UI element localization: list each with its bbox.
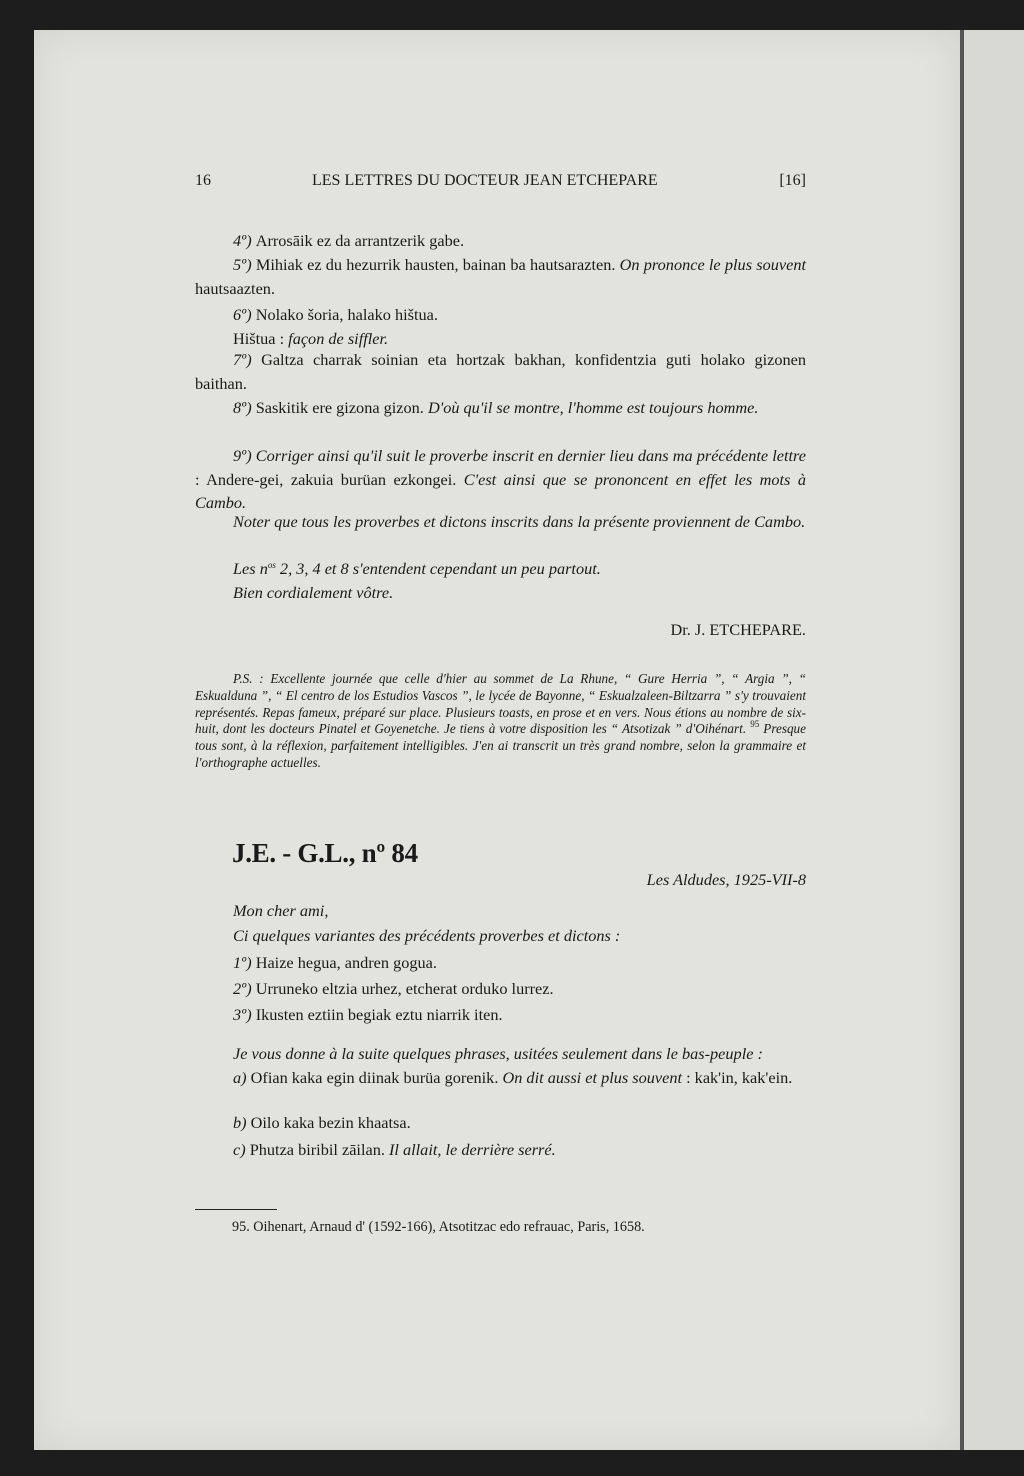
text-run: Paris, 1658. [573,1219,645,1235]
facing-page-edge [964,30,1024,1450]
paragraph [195,444,806,515]
text-run: Oilo kaka bezin khaatsa. [250,1113,411,1132]
paragraph [195,581,806,605]
text-run: Atsotitzac edo refrauac, [438,1219,574,1235]
text-run: 6º) [233,305,256,324]
text-run: 1º) [233,953,256,972]
text-run: façon de siffler. [288,329,389,348]
signature: Dr. J. ETCHEPARE. [670,620,806,639]
text-run: os [267,560,276,570]
paragraph [195,510,806,534]
text-run: Arrosāik ez da arrantzerik gabe. [255,231,465,250]
footnote [232,1219,645,1236]
paragraph [195,1066,806,1090]
paragraph [195,899,806,923]
text-run: 8º) [233,398,256,417]
paragraph [195,348,806,395]
text-run: b) [233,1113,251,1132]
letter-heading: J.E. - G.L., nº 84 [232,838,418,868]
footnote-number: 95. [232,1219,250,1235]
bracket-page-number: [16] [779,172,806,189]
paragraph [195,396,806,420]
text-run: Ci quelques variantes des précédents proverbes et dictons : [233,926,621,945]
paragraph [195,303,806,327]
place-date: Les Aldudes, 1925-VII-8 [646,870,806,889]
paragraph [195,229,806,253]
text-run: Presque tous sont, à la réflexion, parfaitement intelligibles. J'en ai transcrit un très grand nombre, selon la grammaire et l'orthographe actuelles. [195,721,807,770]
text-run: Ikusten eztiin begiak eztu niarrik iten. [255,1005,503,1024]
text-run: Mihiak ez du hezurrik hausten, bainan ba hautsarazten. [255,255,620,274]
text-run: hautsaazten. [195,278,276,298]
text-run: Hištua : [233,329,289,348]
text-run: Noter que tous les proverbes et dictons inscrits dans la présente proviennent de Cambo. [233,512,806,531]
text-run: Bien cordialement vôtre. [233,583,394,602]
text-run: Urruneko eltzia urhez, etcherat orduko lurrez. [255,979,554,998]
text-run: Galtza charrak soinian eta hortzak bakhan, konfidentzia guti holako gizonen baithan. [195,350,806,393]
text-run: 2º) [233,979,256,998]
text-run: Phutza biribil zāilan. [249,1140,389,1159]
paragraph [195,1042,806,1066]
paragraph [195,1111,806,1135]
running-title: LES LETTRES DU DOCTEUR JEAN ETCHEPARE [312,172,658,189]
text-run: P.S. : Excellente journée que celle d'hier au sommet de La Rhune, “ Gure Herria ”, “ Argia ”, “ Eskualduna ”, “ El centro de los Estudios Vascos ”, le lycée de Bayonne, “ Eskualzaleen-Biltzarra ” s'y trouvaient représentés. Repas fameux, préparé sur place. Plusieurs toasts, en prose et en vers. Nous étions au nombre de six-huit, dont les docteurs Pinatel et Goyenetche. Je tiens à votre disposition les “ Atsotizak ” d'Oihénart. [195,671,806,737]
footnote-rule [195,1209,277,1210]
text-run: 95 [750,719,760,730]
text-run: Haize hegua, andren gogua. [255,953,437,972]
text-run: : Andere-gei, zakuia burüan ezkongei. [195,469,464,489]
paragraph [195,557,806,581]
text-run: Oihenart, Arnaud d' (1592-166), [249,1219,439,1235]
text-run: : kak'in, kak'ein. [686,1068,793,1087]
paragraph [195,253,806,300]
text-run: Il allait, le derrière serré. [388,1140,556,1159]
text-run: On dit aussi et plus souvent [502,1068,687,1087]
paragraph [195,951,806,975]
text-run: 9º) Corriger ainsi qu'il suit le proverbe inscrit en dernier lieu dans ma précédente lettre [233,446,806,465]
postscript [195,671,806,772]
text-run: 7º) [233,350,262,369]
text-run: 5º) [233,255,256,274]
text-run: Je vous donne à la suite quelques phrases, usitées seulement dans le bas-peuple : [233,1044,763,1063]
text-run: Nolako šoria, halako hištua. [255,305,438,324]
text-run: D'où qu'il se montre, l'homme est toujours homme. [427,398,759,417]
text-run: C'est ainsi que se prononcent en effet les mots à Cambo. [195,469,806,513]
text-run: a) [233,1068,251,1087]
text-run: 4º) [233,231,256,250]
text-run: On prononce le plus souvent [619,255,806,274]
paragraph [195,1138,806,1162]
paragraph [195,977,806,1001]
paragraph [195,924,806,948]
paragraph [195,1003,806,1027]
text-run: Mon cher ami, [233,901,329,920]
page-number: 16 [195,172,211,189]
text-run: 3º) [233,1005,256,1024]
text-run: Les n [233,559,268,578]
text-run: Saskitik ere gizona gizon. [255,398,428,417]
text-run: c) [233,1140,250,1159]
text-run: 2, 3, 4 et 8 s'entendent cependant un peu partout. [275,559,601,578]
text-run: Ofian kaka egin diinak burüa gorenik. [250,1068,503,1087]
